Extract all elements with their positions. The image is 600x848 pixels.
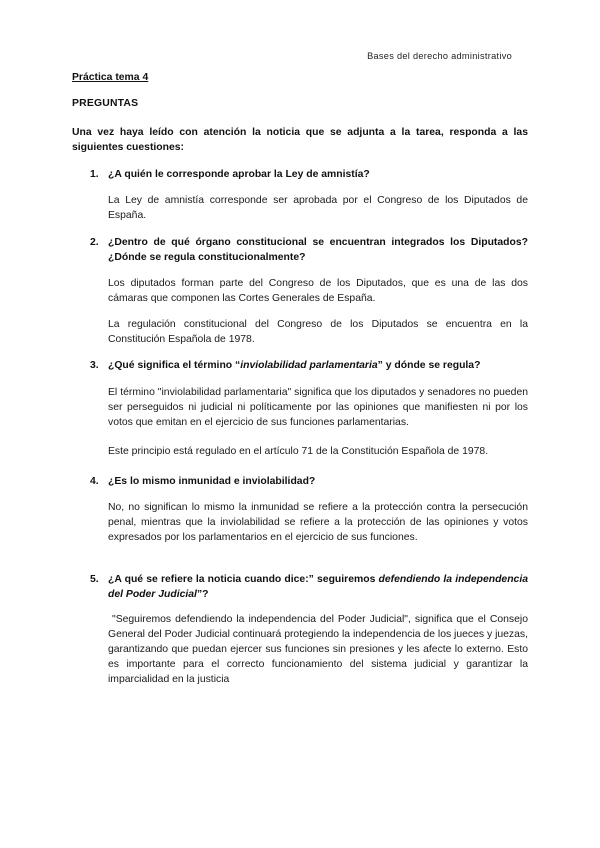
question-3	[90, 358, 528, 373]
question-5	[90, 572, 528, 602]
question-text-start: ¿A qué se refiere la noticia cuando dice:” seguiremos	[108, 574, 379, 585]
question-number: 1.	[90, 169, 99, 180]
question-text: ¿Dentro de qué órgano constitucional se encuentran integrados los Diputados? ¿Dónde se regula constitucionalmente?	[108, 237, 528, 263]
question-text	[108, 358, 528, 373]
section-heading: PREGUNTAS	[72, 98, 139, 109]
answer-1-paragraph-1: La Ley de amnistía corresponde ser aprobada por el Congreso de los Diputados de España.	[108, 195, 528, 221]
answer-3-paragraph-2: Este principio está regulado en el artículo 71 de la Constitución Española de 1978.	[108, 446, 489, 457]
question-2	[90, 235, 528, 265]
page-header: Bases del derecho administrativo	[367, 51, 512, 61]
question-text-end: ” y dónde se regula?	[377, 360, 481, 371]
answer-2-paragraph-2: La regulación constitucional del Congreso de los Diputados se encuentra en la Constitución Española de 1978.	[108, 319, 528, 345]
question-text	[108, 572, 528, 602]
question-text-emphasis: defendiendo la independencia del Poder Judicial	[108, 574, 528, 600]
answer-4-paragraph-1: No, no significan lo mismo la inmunidad se refiere a la protección contra la persecución penal, mientras que la inviolabilidad se refiere a la protección de las opiniones y votos expresados por los parlamentarios en el ejercicio de sus funciones.	[108, 502, 528, 543]
intro-paragraph: Una vez haya leído con atención la noticia que se adjunta a la tarea, responda a las siguientes cuestiones:	[72, 127, 528, 153]
answer-3-paragraph-1: El término "inviolabilidad parlamentaria" significa que los diputados y senadores no pueden ser perseguidos ni judicial ni políticamente por las opiniones que manifiesten ni por los votos que emitan en el ejercicio de sus funciones parlamentarias.	[108, 387, 528, 428]
question-number: 3.	[90, 360, 99, 371]
question-text: ¿A quién le corresponde aprobar la Ley de amnistía?	[108, 169, 370, 180]
question-text-end: ”?	[196, 589, 209, 600]
answer-2-paragraph-1: Los diputados forman parte del Congreso de los Diputados, que es una de las dos cámaras que componen las Cortes Generales de España.	[108, 278, 528, 304]
question-text-emphasis: inviolabilidad parlamentaria	[240, 360, 378, 371]
question-number: 2.	[90, 237, 99, 248]
question-text-start: ¿Qué significa el término “	[108, 360, 241, 371]
question-1	[90, 167, 528, 182]
answer-5-paragraph-1: "Seguiremos defendiendo la independencia del Poder Judicial", significa que el Consejo General del Poder Judicial continuará protegiendo la independencia de los jueces y juezas, garantizando que puedan ejercer sus funciones sin presiones y les afecte lo externo. Esto es importante para el correcto funcionamiento del sistema judicial y garantizar la imparcialidad en la justicia	[108, 614, 528, 685]
question-4	[90, 474, 528, 489]
document-title: Práctica tema 4	[72, 72, 149, 83]
question-number: 4.	[90, 476, 99, 487]
question-text: ¿Es lo mismo inmunidad e inviolabilidad?	[108, 476, 316, 487]
question-number: 5.	[90, 574, 99, 585]
